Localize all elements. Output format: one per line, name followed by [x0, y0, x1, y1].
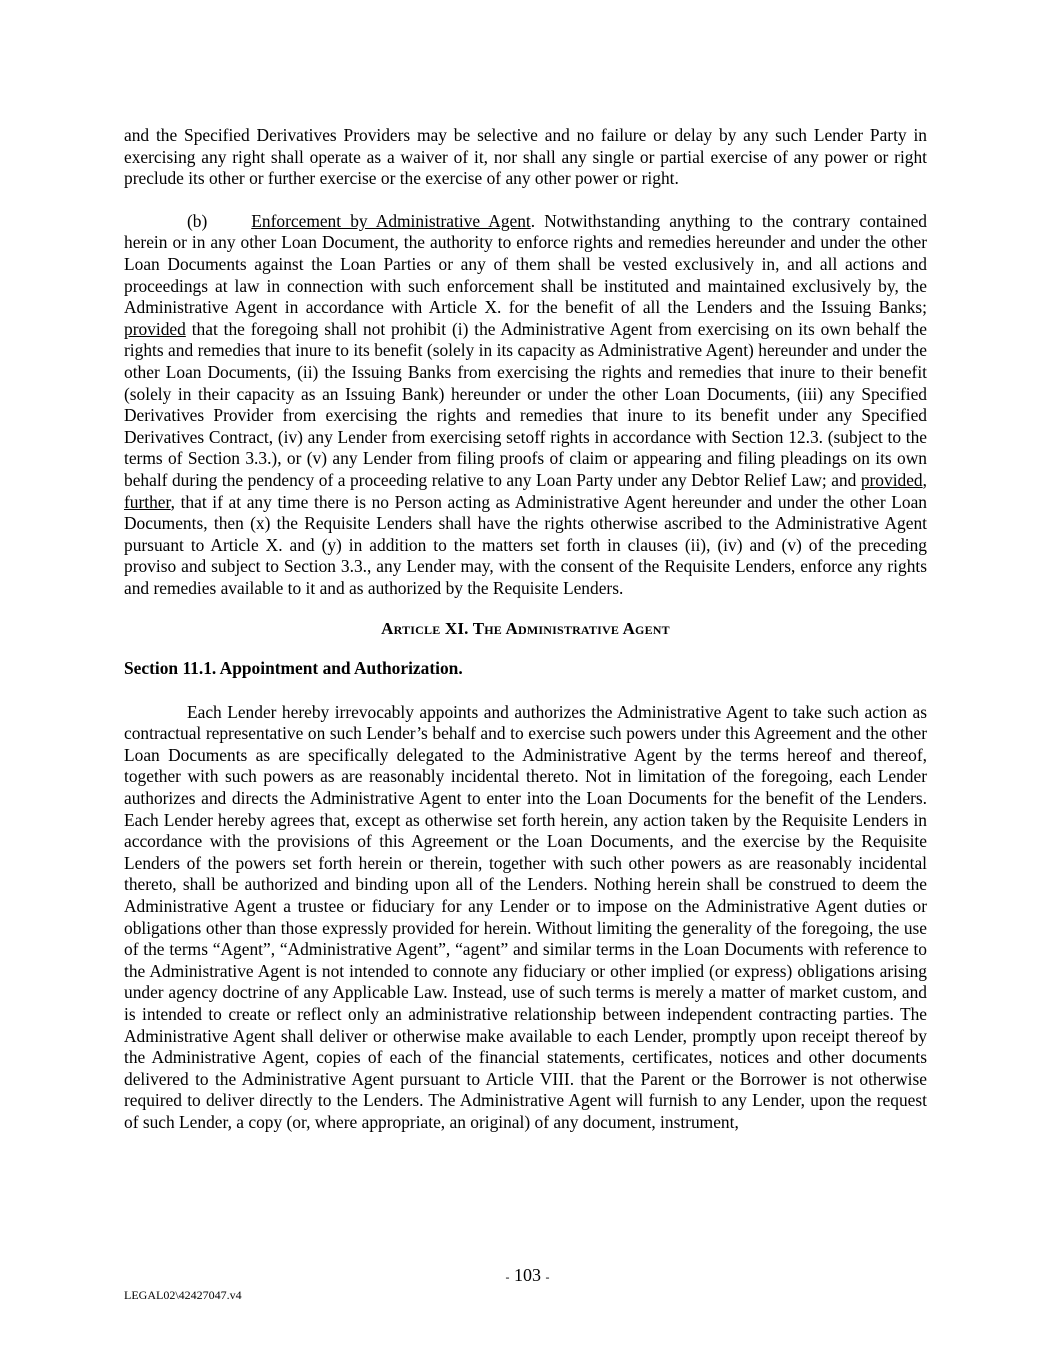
- paragraph-b-heading: Enforcement by Administrative Agent: [251, 210, 531, 231]
- page-number-value: 103: [514, 1265, 541, 1285]
- paragraph-continuation: and the Specified Derivatives Providers may be selective and no failure or delay by any such Lender Party in exercising any right shall operate as a waiver of it, nor shall any single or partial exercise of any power or right preclude its other or further exercise or the exercise of any other power or right.: [124, 125, 927, 189]
- paragraph-b-text-2: that the foregoing shall not prohibit (i) the Administrative Agent from exercising on its own behalf the rights and remedies that inure to its benefit (solely in its capacity as Administrative Agent) hereunder and under the other Loan Documents, (ii) the Issuing Banks from exercising the rights and remedies that inure to their benefit (solely in their capacity as an Issuing Bank) hereunder or under the other Loan Documents, (iii) any Specified Derivatives Provider from exercising the rights and remedies that inure to its benefit under any Specified Derivatives Contract, (iv) any Lender from exercising setoff rights in accordance with Section 12.3. (subject to the terms of Section 3.3.), or (v) any Lender from filing proofs of claim or appearing and filing pleadings on its own behalf during the pendency of a proceeding relative to any Loan Party under any Debtor Relief Law; and: [124, 318, 927, 490]
- section-heading: Section 11.1. Appointment and Authorization.: [124, 658, 463, 679]
- paragraph-b-label: (b): [187, 210, 208, 231]
- paragraph-b-text-1: Notwithstanding anything to the contrary contained herein or in any other Loan Document, the authority to enforce rights and remedies hereunder and under the other Loan Documents against the Loan Parties or any of them shall be vested exclusively in, and all actions and proceedings at law in connection with such enforcement shall be instituted and maintained exclusively by, the Administrative Agent in accordance with Article X. for the benefit of all the Lenders and the Issuing Banks;: [124, 210, 927, 318]
- further-term: further: [124, 491, 171, 512]
- section-body: Each Lender hereby irrevocably appoints and authorizes the Administrative Agent to take such action as contractual representative on such Lender’s behalf and to exercise such powers under this Agreement and the other Loan Documents as are specifically delegated to the Administrative Agent by the terms hereof and thereof, together with such powers as are reasonably incidental thereto. Not in limitation of the foregoing, each Lender authorizes and directs the Administrative Agent to enter into the Loan Documents for the benefit of the Lenders. Each Lender hereby agrees that, except as otherwise set forth herein, any action taken by the Requisite Lenders in accordance with the provisions of this Agreement or the Loan Documents, and the exercise by the Requisite Lenders of the powers set forth herein or therein, together with such other powers as are reasonably incidental thereto, shall be authorized and binding upon all of the Lenders. Nothing herein shall be construed to deem the Administrative Agent a trustee or fiduciary for any Lender or to impose on the Administrative Agent duties or obligations other than those expressly provided for herein. Without limiting the generality of the foregoing, the use of the terms “Agent”, “Administrative Agent”, “agent” and similar terms in the Loan Documents with reference to the Administrative Agent is not intended to connote any fiduciary or other implied (or express) obligations arising under agency doctrine of any Applicable Law. Instead, use of such terms is merely a matter of market custom, and is intended to create or reflect only an administrative relationship between independent contracting parties. The Administrative Agent shall deliver or otherwise make available to each Lender, promptly upon receipt thereof by the Administrative Agent, copies of each of the financial statements, certificates, notices and other documents delivered to the Administrative Agent pursuant to Article VIII. that the Parent or the Borrower is not otherwise required to deliver directly to the Lenders. The Administrative Agent will furnish to any Lender, upon the request of such Lender, a copy (or, where appropriate, an original) of any document, instrument,: [124, 701, 927, 1132]
- document-body: [124, 125, 927, 1134]
- page-number-dash-right: -: [545, 1270, 550, 1284]
- paragraph-b: [124, 211, 927, 600]
- page-number-dash-left: -: [505, 1270, 510, 1284]
- provided-term-2: provided: [860, 469, 923, 490]
- article-heading: Article XI. The Administrative Agent: [381, 619, 670, 639]
- provided-term-1: provided: [124, 318, 186, 339]
- paragraph-b-text-3: , that if at any time there is no Person acting as Administrative Agent hereunder and under the other Loan Documents, then (x) the Requisite Lenders shall have the rights otherwise ascribed to the Administrative Agent pursuant to Article X. and (y) in addition to the matters set forth in clauses (ii), (iv) and (v) of the preceding proviso and subject to Section 3.3., any Lender may, with the consent of the Requisite Lenders, enforce any rights and remedies available to it and as authorized by the Requisite Lenders.: [124, 491, 927, 598]
- paragraph-b-heading-suffix: .: [530, 210, 536, 231]
- document-id: LEGAL02\42427047.v4: [124, 1288, 242, 1302]
- page-number: [0, 1265, 1055, 1286]
- paragraph-b-comma: ,: [922, 469, 927, 490]
